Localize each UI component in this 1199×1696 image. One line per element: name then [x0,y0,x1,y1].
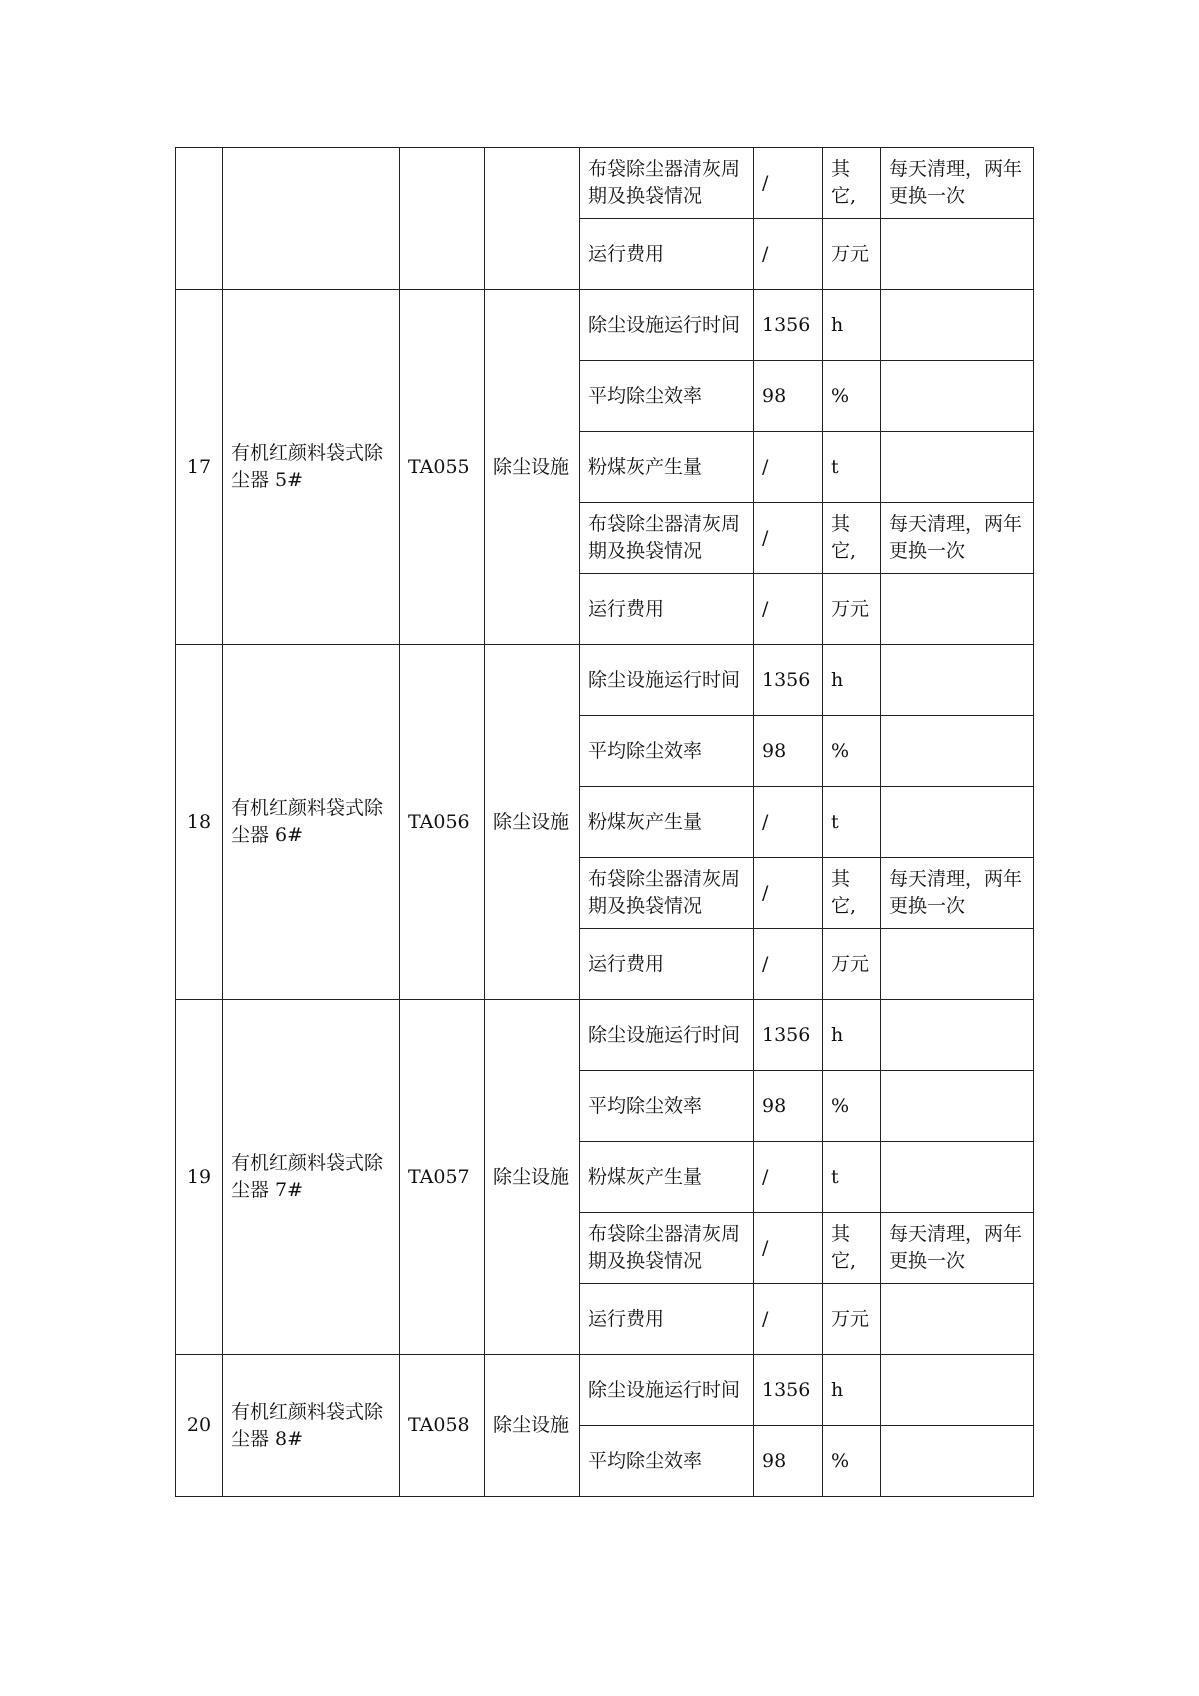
indicator-unit-cell: 万元 [823,574,881,645]
facility-type-cell: 除尘设施 [485,290,580,645]
facility-code-cell: TA058 [400,1355,485,1497]
group-number-cell: 19 [176,1000,223,1355]
indicator-note-cell [881,219,1034,290]
facility-name-cell: 有机红颜料袋式除尘器 5# [223,290,400,645]
indicator-unit-cell: h [823,645,881,716]
indicator-unit-cell: 万元 [823,929,881,1000]
group-number-cell [176,148,223,290]
indicator-unit-cell: % [823,1071,881,1142]
table-row [176,1000,1034,1071]
indicator-value-cell: 1356 [754,290,823,361]
indicator-note-cell [881,1071,1034,1142]
indicator-item-cell: 平均除尘效率 [580,1426,754,1497]
indicator-item-cell: 除尘设施运行时间 [580,645,754,716]
indicator-value-cell: 98 [754,361,823,432]
indicator-item-cell: 除尘设施运行时间 [580,1355,754,1426]
group-number-cell: 17 [176,290,223,645]
indicator-value-cell: / [754,148,823,219]
indicator-item-cell: 运行费用 [580,1284,754,1355]
indicator-note-cell [881,787,1034,858]
indicator-item-cell: 运行费用 [580,574,754,645]
indicator-value-cell: 1356 [754,1000,823,1071]
facility-name-cell: 有机红颜料袋式除尘器 6# [223,645,400,1000]
facility-type-cell [485,148,580,290]
indicator-value-cell: 98 [754,1426,823,1497]
facility-code-cell: TA056 [400,645,485,1000]
facility-name-cell [223,148,400,290]
indicator-value-cell: 1356 [754,645,823,716]
indicator-note-cell [881,1426,1034,1497]
indicator-value-cell: / [754,432,823,503]
group-number-cell: 18 [176,645,223,1000]
indicator-note-cell [881,716,1034,787]
indicator-unit-cell: 其它, [823,148,881,219]
table-row [176,1355,1034,1426]
indicator-note-cell [881,929,1034,1000]
indicator-item-cell: 除尘设施运行时间 [580,1000,754,1071]
indicator-note-cell: 每天清理，两年更换一次 [881,503,1034,574]
indicator-unit-cell: % [823,1426,881,1497]
indicator-note-cell: 每天清理，两年更换一次 [881,148,1034,219]
indicator-note-cell [881,361,1034,432]
indicator-item-cell: 平均除尘效率 [580,716,754,787]
indicator-value-cell: / [754,787,823,858]
indicator-note-cell [881,1284,1034,1355]
indicator-unit-cell: t [823,787,881,858]
indicator-value-cell: / [754,858,823,929]
indicator-note-cell [881,1000,1034,1071]
indicator-unit-cell: h [823,1355,881,1426]
indicator-unit-cell: 万元 [823,1284,881,1355]
facility-code-cell [400,148,485,290]
facility-type-cell: 除尘设施 [485,1000,580,1355]
table-row [176,645,1034,716]
indicator-value-cell: / [754,1284,823,1355]
table-body [176,148,1034,1497]
indicator-value-cell: / [754,1142,823,1213]
indicator-item-cell: 粉煤灰产生量 [580,1142,754,1213]
indicator-unit-cell: t [823,432,881,503]
indicator-unit-cell: 其它, [823,503,881,574]
indicator-value-cell: / [754,219,823,290]
indicator-item-cell: 运行费用 [580,929,754,1000]
indicator-value-cell: 98 [754,1071,823,1142]
facility-operation-table [175,147,1034,1497]
indicator-unit-cell: 万元 [823,219,881,290]
indicator-item-cell: 布袋除尘器清灰周期及换袋情况 [580,503,754,574]
indicator-item-cell: 除尘设施运行时间 [580,290,754,361]
table-row [176,148,1034,219]
indicator-unit-cell: % [823,716,881,787]
indicator-value-cell: / [754,929,823,1000]
indicator-item-cell: 布袋除尘器清灰周期及换袋情况 [580,858,754,929]
facility-name-cell: 有机红颜料袋式除尘器 7# [223,1000,400,1355]
indicator-value-cell: / [754,503,823,574]
table-row [176,290,1034,361]
indicator-value-cell: 98 [754,716,823,787]
indicator-item-cell: 粉煤灰产生量 [580,787,754,858]
indicator-unit-cell: % [823,361,881,432]
indicator-item-cell: 粉煤灰产生量 [580,432,754,503]
facility-code-cell: TA057 [400,1000,485,1355]
group-number-cell: 20 [176,1355,223,1497]
indicator-note-cell [881,290,1034,361]
indicator-value-cell: 1356 [754,1355,823,1426]
indicator-unit-cell: 其它, [823,858,881,929]
indicator-unit-cell: h [823,1000,881,1071]
indicator-note-cell [881,645,1034,716]
indicator-unit-cell: t [823,1142,881,1213]
indicator-note-cell [881,432,1034,503]
indicator-value-cell: / [754,1213,823,1284]
indicator-item-cell: 平均除尘效率 [580,361,754,432]
facility-type-cell: 除尘设施 [485,645,580,1000]
facility-type-cell: 除尘设施 [485,1355,580,1497]
indicator-item-cell: 布袋除尘器清灰周期及换袋情况 [580,1213,754,1284]
indicator-unit-cell: h [823,290,881,361]
indicator-value-cell: / [754,574,823,645]
indicator-note-cell: 每天清理，两年更换一次 [881,858,1034,929]
indicator-note-cell [881,1355,1034,1426]
facility-name-cell: 有机红颜料袋式除尘器 8# [223,1355,400,1497]
indicator-item-cell: 运行费用 [580,219,754,290]
indicator-unit-cell: 其它, [823,1213,881,1284]
indicator-note-cell [881,574,1034,645]
indicator-note-cell: 每天清理，两年更换一次 [881,1213,1034,1284]
indicator-item-cell: 平均除尘效率 [580,1071,754,1142]
facility-code-cell: TA055 [400,290,485,645]
indicator-note-cell [881,1142,1034,1213]
indicator-item-cell: 布袋除尘器清灰周期及换袋情况 [580,148,754,219]
